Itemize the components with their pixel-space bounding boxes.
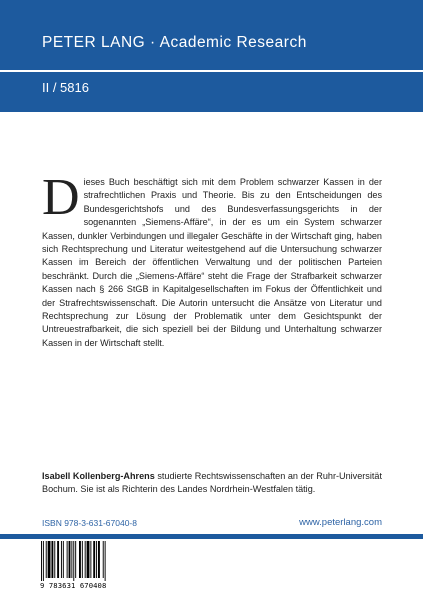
barcode-bar	[61, 541, 62, 578]
series-number: II / 5816	[42, 80, 89, 95]
barcode-bar	[51, 541, 53, 578]
barcode-bar	[98, 541, 100, 578]
barcode-bar	[103, 541, 104, 578]
header-divider	[0, 70, 423, 72]
barcode-bar	[41, 541, 42, 581]
author-name: Isabell Kollenberg-Ahrens	[42, 471, 155, 481]
barcode-bar	[82, 541, 83, 578]
publisher-title: PETER LANG · Academic Research	[42, 34, 307, 51]
barcode-bar	[75, 541, 76, 578]
barcode-bar	[93, 541, 95, 578]
barcode-bar	[43, 541, 44, 581]
barcode-bars-icon	[40, 541, 110, 581]
barcode-digits: 9 783631 670408	[40, 581, 107, 590]
barcode-bar	[67, 541, 68, 578]
author-bio-text: studierte Rechtswissenschaften an der Ruhr-Universität Bochum. Sie ist als Richterin des Landes Nordrhein-Westfalen tätig.	[42, 471, 382, 495]
barcode-bar	[85, 541, 86, 578]
barcode-bar	[46, 541, 47, 578]
website-link[interactable]: www.peterlang.com	[299, 517, 382, 528]
barcode-bar	[79, 541, 81, 578]
barcode-bar	[87, 541, 90, 578]
barcode	[40, 541, 110, 591]
footer-divider	[0, 534, 423, 539]
barcode-bar	[54, 541, 55, 578]
description-text: ieses Buch beschäftigt sich mit dem Problem schwarzer Kassen in der strafrechtlichen Praxis und Theorie. Bis zu den Entscheidungen des Bundesgerichtshofs und des Bundesverfassungsgerichts in der sogenannten „Siemens-Affäre“, in der es um ein System schwarzer Kassen, dunkler Verbindungen und illegaler Geschäfte in der Wirtschaft ging, haben sich Rechtsprechung und Literatur weitestgehend auf die Untersuchung schwarzer Kassen im Bereich der öffentlichen Verwaltung und der politischen Parteien beschränkt. Durch die „Siemens-Affäre“ steht die Frage der Strafbarkeit schwarzer Kassen nach § 266 StGB in Kapitalgesellschaften im Fokus der Öffentlichkeit und der Strafrechtswissenschaft. Die Autorin untersucht die Ansätze von Literatur und Rechtsprechung zur Lösung der Problematik unter dem Gesichtspunkt der Untreuestrafbarkeit, die sich speziell bei der Bildung und Unterhaltung schwarzer Kassen in der Wirtschaft stellt.	[42, 177, 382, 348]
barcode-bar	[69, 541, 71, 578]
barcode-bar	[48, 541, 51, 578]
barcode-bar	[105, 541, 106, 581]
barcode-bar	[90, 541, 91, 578]
drop-cap: D	[42, 169, 80, 226]
barcode-bar	[71, 541, 72, 578]
book-description	[42, 169, 382, 350]
barcode-bar	[96, 541, 97, 578]
header-band	[0, 0, 423, 112]
author-bio	[42, 470, 382, 497]
isbn-label: ISBN 978-3-631-67040-8	[42, 518, 137, 528]
barcode-bar	[57, 541, 59, 578]
barcode-bar	[73, 541, 74, 581]
barcode-bar	[63, 541, 64, 578]
